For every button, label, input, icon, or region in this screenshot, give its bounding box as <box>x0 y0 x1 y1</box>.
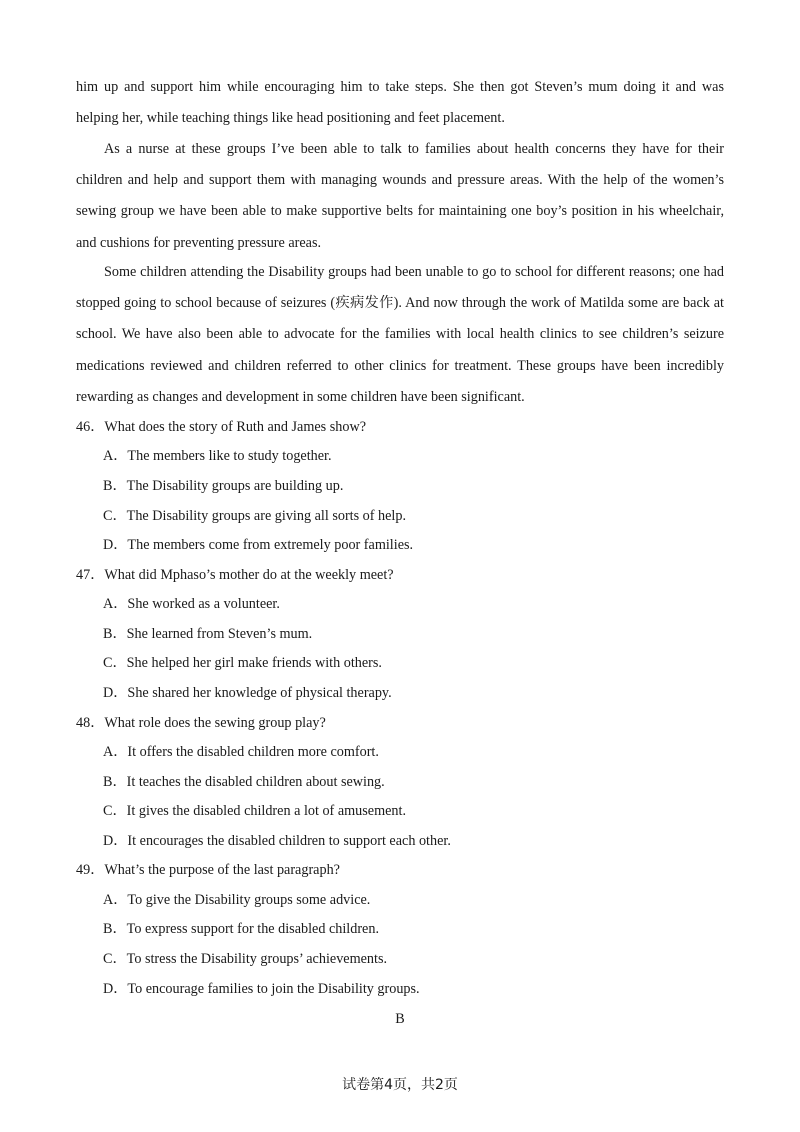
question-49: 49．What’s the purpose of the last paragraph? <box>76 862 340 878</box>
question-46: 46．What does the story of Ruth and James show? <box>76 419 367 435</box>
passage-paragraph-nurse: As a nurse at these groups I’ve been able to talk to families about health concerns they have for their children and help and support them with managing wounds and pressure areas. With the help of the women’s sewing group we have been able to make supportive belts for maintaining one boy’s position in his wheelchair, and cushions for preventing pressure areas. <box>76 141 724 251</box>
option-47-c: C．She helped her girl make friends with others. <box>103 655 382 671</box>
option-48-c: C．It gives the disabled children a lot of amusement. <box>103 803 406 819</box>
option-46-b: B．The Disability groups are building up. <box>103 478 344 494</box>
passage-paragraph-school: Some children attending the Disability groups had been unable to go to school for different reasons; one had stopped going to school because of seizures (疾病发作). And now through the work of Matilda some are back at school. We have also been able to advocate for the families with local health clinics to see children’s seizure medications reviewed and children referred to other clinics for treatment. These groups have been incredibly rewarding as changes and development in some children have been significant. <box>76 264 724 405</box>
option-49-c: C．To stress the Disability groups’ achievements. <box>103 951 388 967</box>
question-47: 47．What did Mphaso’s mother do at the weekly meet? <box>76 567 394 583</box>
option-49-a: A．To give the Disability groups some advice. <box>103 892 371 908</box>
passage-paragraph-continued: him up and support him while encouraging him to take steps. She then got Steven’s mum doing it and was helping her, while teaching things like head positioning and feet placement. <box>76 79 724 127</box>
option-46-d: D．The members come from extremely poor families. <box>103 537 414 553</box>
option-49-b: B．To express support for the disabled children. <box>103 921 379 937</box>
option-47-d: D．She shared her knowledge of physical therapy. <box>103 685 392 701</box>
option-46-c: C．The Disability groups are giving all sorts of help. <box>103 508 407 524</box>
option-49-d: D．To encourage families to join the Disability groups. <box>103 981 420 997</box>
page-footer: 试卷第4页，共2页 <box>342 1077 458 1093</box>
option-48-b: B．It teaches the disabled children about sewing. <box>103 774 385 790</box>
option-47-b: B．She learned from Steven’s mum. <box>103 626 313 642</box>
question-48: 48．What role does the sewing group play? <box>76 715 326 731</box>
section-letter: B <box>395 1011 405 1027</box>
option-47-a: A．She worked as a volunteer. <box>103 596 280 612</box>
option-48-a: A．It offers the disabled children more comfort. <box>103 744 379 760</box>
option-48-d: D．It encourages the disabled children to support each other. <box>103 833 451 849</box>
option-46-a: A．The members like to study together. <box>103 448 332 464</box>
